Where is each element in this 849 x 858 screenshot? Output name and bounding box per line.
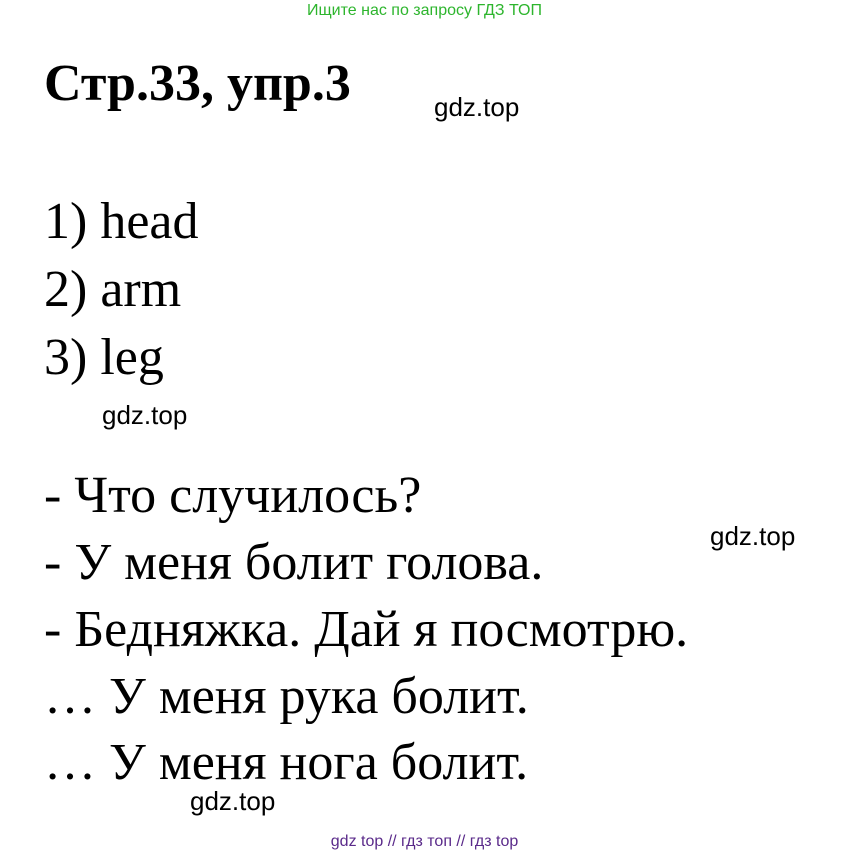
watermark-text: gdz.top — [434, 92, 520, 122]
page-title: Стр.33, упр.3 — [44, 55, 351, 112]
dialogue-line-4: … У меня рука болит. — [44, 668, 529, 725]
answer-item-1: 1) head — [44, 193, 199, 250]
dialogue-line-5: … У меня нога болит. — [44, 734, 529, 791]
answer-item-3: 3) leg — [44, 329, 164, 386]
footer-links: gdz top // гдз топ // гдз top — [330, 833, 519, 850]
watermark-text: gdz.top — [710, 521, 796, 551]
watermark-text: gdz.top — [102, 400, 188, 430]
dialogue-line-2: - У меня болит голова. — [44, 534, 544, 591]
top-banner-text: Ищите нас по запросу ГДЗ ТОП — [307, 2, 542, 19]
dialogue-line-1: - Что случилось? — [44, 467, 422, 524]
watermark-text: gdz.top — [190, 786, 276, 816]
answer-item-2: 2) arm — [44, 261, 182, 318]
dialogue-line-3: - Бедняжка. Дай я посмотрю. — [44, 601, 689, 658]
